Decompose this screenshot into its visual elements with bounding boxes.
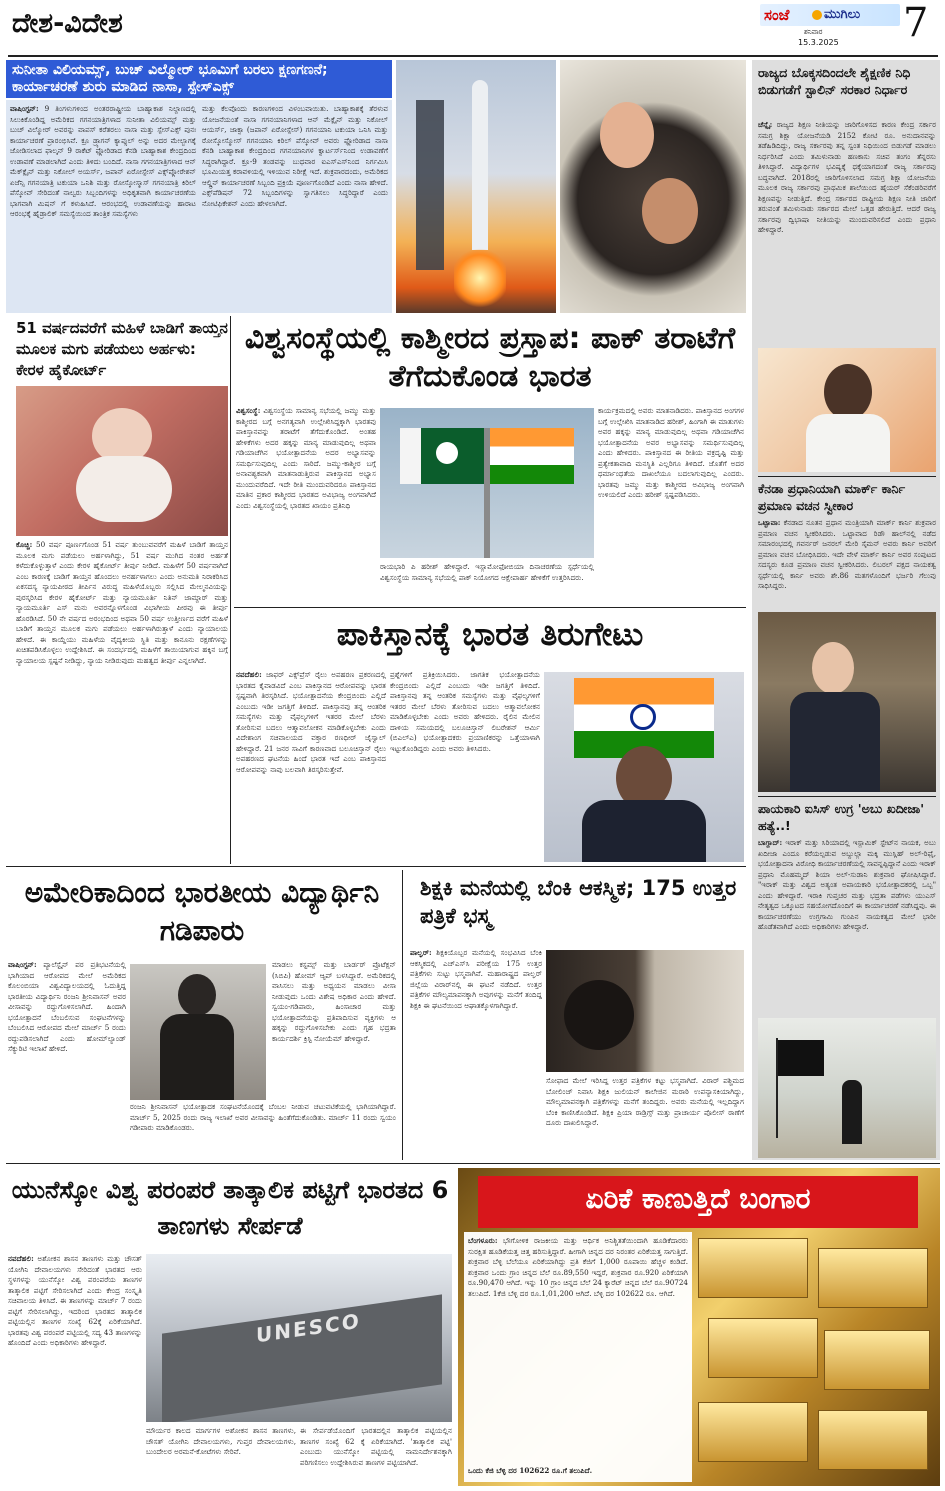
astronaut-face-1: [600, 102, 654, 168]
issue-day: ಶನಿವಾರ: [804, 28, 823, 36]
student-col1: ಪ್ಯಾಲೆಸ್ಟೈನ್ ಪರ ಪ್ರತಿಭಟನೆಯಲ್ಲಿ ಭಾಗಿಯಾದ ಆರೋಪದ ಮೇಲೆ ಅಮೆರಿಕದ ಕೊಲಂಬಿಯಾ ವಿಶ್ವವಿದ್ಯಾಲಯದಲ್ಲಿ ಓದುತ್ತಿದ್ದ ಭಾರತೀಯ ವಿದ್ಯಾರ್ಥಿನಿ ರಂಜನಿ ಶ್ರೀನಿವಾಸನ್ ಅವರ ವೀಸಾವನ್ನು ರದ್ದುಗೊಳಿಸಲಾಗಿದೆ. ಹಿಂದಾಗಿ ಭಯೋತ್ಪಾದನೆ ಬೆಂಬಲಿಸುವ ಸಂಘಟನೆಗಳನ್ನು ಬೆಂಬಲಿಸಿದ ಆರೋಪದ ಮೇಲೆ ಮಾರ್ಚ್ 5 ರಂದು ರದ್ದುಪಡಿಸಲಾಗಿದೆ ಎಂದು ಹೋಮ್‌ಲ್ಯಾಂಡ್ ಸೆಕ್ಯುರಿಟಿ ಇಲಾಖೆ ಹೇಳಿದೆ.: [8, 960, 126, 1053]
carney-face: [812, 642, 854, 694]
spokesperson-photo: [544, 672, 744, 862]
sidebar-rule-2: [758, 796, 936, 797]
black-flag: [778, 1040, 824, 1076]
gold-bars-illustration: [698, 1238, 934, 1478]
gold-story: [458, 1168, 940, 1486]
student-head: [178, 974, 216, 1016]
pak-col1: ಜಾಫರ್ ಎಕ್ಸ್‌ಪ್ರೆಸ್ ರೈಲು ಅಪಹರಣ ಪ್ರಕರಣದಲ್ಲಿ ಭಾರತದ ಕೈವಾಡವಿದೆ ಎಂಬ ಪಾಕಿಸ್ತಾನದ ಆರೋಪವನ್ನು ಭಾರತ ಸ್ಪಷ್ಟವಾಗಿ ತಿರಸ್ಕರಿಸಿದೆ. ಭಯೋತ್ಪಾದನೆಯ ಕೇಂದ್ರಬಿಂದು ಎಲ್ಲಿದೆ ಎಂಬುದು ಇಡೀ ಜಗತ್ತಿಗೆ ತಿಳಿದಿದೆ. ಪಾಕಿಸ್ತಾನವು ತನ್ನ ಆಂತರಿಕ ಸಮಸ್ಯೆಗಳು ಮತ್ತು ವೈಫಲ್ಯಗಳಿಗೆ ಇತರರ ಮೇಲೆ ಬೆರಳು ತೋರಿಸುವ ಬದಲು ಆತ್ಮಾವಲೋಕನ ಮಾಡಿಕೊಳ್ಳಬೇಕು ಎಂದು ವಿದೇಶಾಂಗ ಸಚಿವಾಲಯದ ವಕ್ತಾರ ರಣಧೀರ್ ಜೈಸ್ವಾಲ್ ಹೇಳಿದ್ದಾರೆ. 21 ಜನರ ಸಾವಿಗೆ ಕಾರಣವಾದ ಬಲೂಚಿಸ್ತಾನ್ ರೈಲು ಅಪಹರಣದ ಘಟನೆಯ ಹಿಂದೆ ಭಾರತ ಇದೆ ಎಂಬ ಪಾಕಿಸ್ತಾನದ ಆರೋಪವನ್ನು ನಾವು ಬಲವಾಗಿ ತಿರಸ್ಕರಿಸುತ್ತೇವೆ.: [236, 670, 386, 774]
tn-headline: ರಾಜ್ಯದ ಬೊಕ್ಕಸದಿಂದಲೇ ಶೈಕ್ಷಣಿಕ ನಿಧಿ ಬಿಡುಗಡೆಗೆ ಸ್ಟಾಲಿನ್ ಸರಕಾರ ನಿರ್ಧಾರ: [758, 65, 911, 97]
un-col3: ಕಾರ್ಯಕ್ರಮದಲ್ಲಿ ಅವರು ಮಾತನಾಡಿದರು. ಪಾಕಿಸ್ತಾನದ ಅಂಗಗಳ ಬಗ್ಗೆ ಉಲ್ಲೇಖಿಸಿ ಮಾತನಾಡಿದ ಹರೀಶ್, ಹಿಂಗಾಗಿ ಈ ಮಾತುಗಳು ಅವರ ಹಕ್ಕನ್ನು ಮಾನ್ಯ ಮಾಡುವುದಿಲ್ಲ ಅಥವಾ ಗಡಿಯಾಚೆಗಿನ ಭಯೋತ್ಪಾದನೆಯ ಅವರ ಅಭ್ಯಾಸವನ್ನು ಸಮರ್ಥಿಸುವುದಿಲ್ಲ ಎಂದು ಹೇಳಿದರು. ಪಾಕಿಸ್ತಾನದ ಈ ರೀತಿಯ ವಕ್ರದೃಷ್ಟಿ ಮತ್ತು ಪ್ರತ್ಯೇಕತಾವಾದಿ ಮನಸ್ಥಿತಿ ಎಲ್ಲರಿಗೂ ತಿಳಿದಿದೆ. ಜೊತೆಗೆ ಅದರ ಧರ್ಮಾಂಧತೆಯ ದಾಖಲೆಯೂ ಬದಲಾಗುವುದಿಲ್ಲ ಎಂದರು. ಭಾರತವು ಜಮ್ಮು ಮತ್ತು ಕಾಶ್ಮೀರದ ಅವಿಭಾಜ್ಯ ಅಂಗವಾಗಿ ಉಳಿಯಲಿದೆ ಎಂದು ಹರೀಶ್ ಸ್ಪಷ್ಟಪಡಿಸಿದರು.: [598, 406, 744, 499]
un-story: [234, 316, 746, 606]
rocket-flame: [454, 245, 506, 311]
tn-text: ರಾಜ್ಯದ ಶಿಕ್ಷಣ ನೀತಿಯನ್ನು ಜಾರಿಗೊಳಿಸದ ಕಾರಣ ಕೇಂದ್ರ ಸರ್ಕಾರ ಸಮಗ್ರ ಶಿಕ್ಷಾ ಯೋಜನೆಯಡಿ 2152 ಕೋಟಿ ರೂ. ಅನುದಾನವನ್ನು ತಡೆಹಿಡಿದಿದ್ದು, ರಾಜ್ಯ ಸರ್ಕಾರವು ತನ್ನ ಸ್ವಂತ ನಿಧಿಯಿಂದ ಬಿಡುಗಡೆ ಮಾಡಲು ನಿರ್ಧರಿಸಿದೆ ಎಂದು ತಮಿಳುನಾಡು ಹಣಕಾಸು ಸಚಿವ ತಂಗಂ ತೆನ್ನರಸು ತಿಳಿಸಿದ್ದಾರೆ. ವಿದ್ಯಾರ್ಥಿಗಳ ಭವಿಷ್ಯಕ್ಕೆ ಧಕ್ಕೆಯಾಗದಂತೆ ರಾಜ್ಯ ಸರ್ಕಾರವು ಬದ್ಧವಾಗಿದೆ. 2018ರಲ್ಲಿ ಜಾರಿಗೊಳಿಸಲಾದ ಸಮಗ್ರ ಶಿಕ್ಷಾ ಯೋಜನೆಯ ಮೂಲಕ ರಾಜ್ಯ ಸರ್ಕಾರವು ಪ್ರಾಥಮಿಕ ಶಾಲೆಯಿಂದ ಹೈಯರ್ ಸೆಕೆಂಡರಿವರೆಗೆ ಶಿಕ್ಷಣವನ್ನು ನೀಡುತ್ತಿದೆ. ಕೇಂದ್ರ ಸರ್ಕಾರದ ರಾಷ್ಟ್ರೀಯ ಶಿಕ್ಷಣ ನೀತಿ ಜಾರಿಗೆ ತರುವಂತೆ ತಮಿಳುನಾಡು ಸರ್ಕಾರದ ಮೇಲೆ ಒತ್ತಡ ಹೇರುತ್ತಿದೆ. ಆದರೆ ರಾಜ್ಯ ಸರ್ಕಾರವು ದ್ವಿಭಾಷಾ ನೀತಿಯನ್ನು ಮುಂದುವರಿಸಲಿದೆ ಎಂದು ಪ್ರಧಾನಿ ಹೇಳಿದ್ದಾರೆ.: [758, 120, 936, 234]
rocket-body: [472, 80, 488, 250]
canada-text: ಕೆನಡಾದ ನೂತನ ಪ್ರಧಾನ ಮಂತ್ರಿಯಾಗಿ ಮಾರ್ಕ್ ಕಾರ್ನಿ ಶುಕ್ರವಾರ ಪ್ರಮಾಣ ವಚನ ಸ್ವೀಕರಿಸಿದರು. ಒಟ್ಟಾವಾದ ರಿಡೌ ಹಾಲ್‌ನಲ್ಲಿ ನಡೆದ ಸಮಾರಂಭದಲ್ಲಿ ಗವರ್ನರ್ ಜನರಲ್ ಮೇರಿ ಸೈಮನ್ ಅವರು ಕಾರ್ನಿ ಅವರಿಗೆ ಪ್ರಮಾಣ ವಚನ ಬೋಧಿಸಿದರು. ಇದೇ ವೇಳೆ ಮಾರ್ಕ್ ಕಾರ್ನಿ ಅವರ ಸಂಪುಟದ ಸದಸ್ಯರು ಕೂಡ ಪ್ರಮಾಣ ವಚನ ಸ್ವೀಕರಿಸಿದರು. ಲಿಬರಲ್ ಪಕ್ಷದ ನಾಯಕತ್ವ ಸ್ಪರ್ಧೆಯಲ್ಲಿ ಕಾರ್ನಿ ಅವರು ಶೇ.86 ಮತಗಳೊಂದಿಗೆ ಭರ್ಜರಿ ಗೆಲುವು ಸಾಧಿಸಿದ್ದರು.: [758, 518, 936, 590]
surrogacy-text: 50 ವರ್ಷ ಪೂರ್ಣಗೊಂಡ 51 ವರ್ಷ ತುಂಬುವವರೆಗೆ ಮಹಿಳೆ ಬಾಡಿಗೆ ತಾಯ್ತನ ಮೂಲಕ ಮಗು ಪಡೆಯಲು ಅರ್ಹಳಾಗಿದ್ದು, 51 ವರ್ಷ ಮುಗಿದ ನಂತರ ಅರ್ಹತೆ ಕಳೆದುಕೊಳ್ಳುತ್ತಾಳೆ ಎಂದು ಕೇರಳ ಹೈಕೋರ್ಟ್ ತೀರ್ಪು ನೀಡಿದೆ. ಮಹಿಳೆಗೆ 50 ವರ್ಷವಾಗಿದೆ ಎಂಬ ಕಾರಣಕ್ಕೆ ಬಾಡಿಗೆ ತಾಯ್ತನ ಹೊಂದಲು ಅನರ್ಹಳಾಗಲು ಎಂದು ಅನುಮತಿ ನಿರಾಕರಿಸಿದ ಏಕಸದಸ್ಯ ನ್ಯಾಯಪೀಠದ ತೀರ್ಪಿನ ವಿರುದ್ಧ ಮಹಿಳೆಯೊಬ್ಬರು ಸಲ್ಲಿಸಿದ ಮೇಲ್ಮನವಿಯನ್ನು ಪುರಸ್ಕರಿಸಿದ ಕೇರಳ ಹೈಕೋರ್ಟ್ ಮತ್ತು ನ್ಯಾಯಮೂರ್ತಿ ನಿತಿನ್ ಜಾಮ್ದಾರ್ ಮತ್ತು ನ್ಯಾಯಮೂರ್ತಿ ಎಸ್ ಮನು ಅವರನ್ನೊಳಗೊಂಡ ವಿಭಾಗೀಯ ಪೀಠವು ಈ ತೀರ್ಪು ಹೊರಡಿಸಿದೆ. 50 ನೇ ವರ್ಷದ ಅರಂಭದಿಂದ ಅಥವಾ 50 ವರ್ಷ ಉತ್ತೀರ್ಣದ ವರೆಗೆ ಮಹಿಳೆ ಬಾಡಿಗೆ ತಾಯ್ತನ ಮೂಲಕ ಮಗು ಪಡೆಯಲು ಅರ್ಹಳಾಗಿರುತ್ತಾಳೆ ಎಂದು ನ್ಯಾಯಾಲಯ ಹೇಳಿದೆ. ಈ ಕಾಯ್ದೆಯು ಮಹಿಳೆಯ ವೈದ್ಯಕೀಯ ಸ್ಥಿತಿ ಮತ್ತು ಕಾನೂನು ರಕ್ಷಣೆಗಳನ್ನು ಖಚಿತಪಡಿಸಿಕೊಳ್ಳಲು ಉದ್ದೇಶಿಸಿದೆ. ಈ ಸಂದರ್ಭದಲ್ಲಿ ಮಹಿಳೆಗೆ ತಾಯಿಯಾಗುವ ಹಕ್ಕಿನ ಬಗ್ಗೆ ನ್ಯಾಯಾಲಯ ಸ್ಪಷ್ಟನೆ ನೀಡಿದ್ದು, ನ್ಯಾಯ ನೀಡಿರುವುದು ಮಹತ್ವದ ತೀರ್ಪು ಎನ್ನಲಾಗಿದೆ.: [16, 540, 228, 665]
un-rule: [234, 607, 746, 608]
student-tail: ರಂಜನಿ ಶ್ರೀನಿವಾಸನ್ ಭಯೋತ್ಪಾದಕ ಸಂಘಟನೆಯೊಂದಕ್ಕೆ ಬೆಂಬಲ ನೀಡುವ ಚಟುವಟಿಕೆಯಲ್ಲಿ ಭಾಗಿಯಾಗಿದ್ದಾರೆ. ಮಾರ್ಚ್ 5, 2025 ರಂದು ರಾಜ್ಯ ಇಲಾಖೆ ಅವರ ವೀಸಾವನ್ನು ಹಿಂತೆಗೆದುಕೊಂಡಿತು. ಮಾರ್ಚ್ 11 ರಂದು ಸ್ವಯಂ ಗಡೀಪಾರು ಮಾಡಿಕೊಂಡರು.: [130, 1102, 396, 1132]
student-story: [6, 870, 398, 1160]
pak-col2: ಪ್ರಶ್ನೆಗಳಿಗೆ ಪ್ರತಿಕ್ರಿಯಿಸಿದರು. ಜಾಗತಿಕ ಭಯೋತ್ಪಾದನೆಯ ಕೇಂದ್ರಬಿಂದು ಎಲ್ಲಿದೆ ಎಂಬುದು ಇಡೀ ಜಗತ್ತಿಗೆ ತಿಳಿದಿದೆ. ಪಾಕಿಸ್ತಾನವು ತನ್ನ ಆಂತರಿಕ ಸಮಸ್ಯೆಗಳು ಮತ್ತು ವೈಫಲ್ಯಗಳಿಗೆ ಇತರರ ಮೇಲೆ ಬೆರಳು ತೋರಿಸುವ ಬದಲು ಆತ್ಮಾವಲೋಕನ ಮಾಡಿಕೊಳ್ಳಬೇಕು ಎಂದು ಅವರು ಹೇಳಿದರು. ರೈಲಿನ ಮೇಲಿನ ದಾಳಿಯ ಸಮಯದಲ್ಲಿ ಬಲೂಚಿಸ್ತಾನ್ ಲಿಬರೇಶನ್ ಆರ್ಮಿ (ಬಿಎಲ್‌ಎ) ಭಯೋತ್ಪಾದಕರು ಪ್ರಯಾಣಿಕರನ್ನು ಒತ್ತೆಯಾಳಾಗಿ ಇಟ್ಟುಕೊಂಡಿದ್ದರು ಎಂದು ಅವರು ತಿಳಿಸಿದರು.: [390, 670, 540, 753]
unesco-col1: ಅಶೋಕನ ಶಾಸನ ತಾಣಗಳು ಮತ್ತು ಚೌಸತ್ ಯೋಗಿನಿ ದೇವಾಲಯಗಳು ಸೇರಿದಂತೆ ಭಾರತದ ಆರು ಸ್ಥಳಗಳನ್ನು ಯುನೆಸ್ಕೋ ವಿಶ್ವ ಪರಂಪರೆಯ ತಾಣಗಳ ತಾತ್ಕಾಲಿಕ ಪಟ್ಟಿಗೆ ಸೇರಿಸಲಾಗಿದೆ ಎಂದು ಕೇಂದ್ರ ಸಂಸ್ಕೃತಿ ಸಚಿವಾಲಯ ತಿಳಿಸಿದೆ. ಈ ತಾಣಗಳನ್ನು ಮಾರ್ಚ್ 7 ರಂದು ಪಟ್ಟಿಗೆ ಸೇರಿಸಲಾಗಿದ್ದು, ಇದರಿಂದ ಭಾರತದ ತಾತ್ಕಾಲಿಕ ಪಟ್ಟಿಯಲ್ಲಿನ ತಾಣಗಳ ಸಂಖ್ಯೆ 62ಕ್ಕೆ ಏರಿಕೆಯಾಗಿದೆ. ಭಾರತವು ವಿಶ್ವ ಪರಂಪರೆ ಪಟ್ಟಿಯಲ್ಲಿ ಸದ್ಯ 43 ತಾಣಗಳನ್ನು ಹೊಂದಿದೆ ಎಂದು ಅಧಿಕಾರಿಗಳು ಹೇಳಿದ್ದಾರೆ.: [8, 1254, 142, 1347]
gold-headline: ಏರಿಕೆ ಕಾಣುತ್ತಿದೆ ಬಂಗಾರ: [585, 1182, 811, 1215]
baby-body: [76, 456, 172, 522]
nasa-headline-box: [6, 60, 392, 98]
canada-dateline: ಒಟ್ಟಾವಾ:: [758, 518, 781, 527]
un-dateline: ವಿಶ್ವಸಂಸ್ಥೆ:: [236, 406, 261, 415]
section-title: ದೇಶ-ವಿದೇಶ: [12, 8, 123, 39]
col-rule-mid: [402, 870, 403, 1160]
astronauts-photo: [560, 60, 746, 313]
gold-dateline: ಬೆಂಗಳೂರು:: [468, 1236, 498, 1245]
student-body: [160, 1014, 234, 1100]
isis-headline: ಪಾಯಕಾರಿ ಐಸಿಸ್ ಉಗ್ರ 'ಅಬು ಖದೀಜಾ' ಹತ್ಯೆ..!: [758, 801, 925, 833]
baby-photo: [16, 386, 228, 536]
page-header: [0, 0, 945, 58]
rocket-photo: [396, 60, 556, 313]
nasa-col1: 9 ತಿಂಗಳುಗಳಿಂದ ಅಂತರರಾಷ್ಟ್ರೀಯ ಬಾಹ್ಯಾಕಾಶ ನಿಲ್ದಾಣದಲ್ಲಿ ಸಿಲುಕಿಕೊಂಡಿದ್ದ ಅಮೆರಿಕದ ಗಗನಯಾತ್ರಿಗಳಾದ ಸುನೀತಾ ವಿಲಿಯಮ್ಸ್ ಮತ್ತು ಬುಚ್ ವಿಲ್ಮೋರ್ ಅವರನ್ನು ವಾಪಸ್ ಕರೆತರಲು ನಾಸಾ ಮತ್ತು ಸ್ಪೇಸ್‌ಎಕ್ಸ್ ಪುನಃ ಕಾರ್ಯಾಚರಣೆ ಪ್ರಾರಂಭಿಸಿವೆ. ಕ್ರೂ ಡ್ರ್ಯಾಗನ್ ಕ್ಯಾಪ್ಸುಲ್ ಅನ್ನು ಅದರ ಮೇಲ್ಭಾಗಕ್ಕೆ ಜೋಡಿಸಲಾದ ಫಾಲ್ಕನ್ 9 ರಾಕೆಟ್ ಫ್ಲೋರಿಡಾದ ಕೆನಡಿ ಬಾಹ್ಯಾಕಾಶ ಕೇಂದ್ರದಿಂದ ಉಡಾವಣೆ ಮಾಡಲಾಗಿದೆ ಎಂದು ತಿಳಿದು ಬಂದಿದೆ. ನಾಸಾ ಗಗನಯಾತ್ರಿಗಳಾದ ಆನ್ ಮೆಕ್‌ಕ್ಲೈನ್ ಮತ್ತು ನಿಕೋಲ್ ಅಯರ್ಸ್, ಜಪಾನ್ ಏರೋಸ್ಪೇಸ್ ಎಕ್ಸ್‌ಪ್ಲೋರೇಶನ್ ಏಜೆನ್ಸಿ ಗಗನಯಾತ್ರಿ ಟಕುಯಾ ಒನಿಶಿ ಮತ್ತು ರೋಸ್ಕೋಸ್ಮಾಸ್ ಗಗನಯಾತ್ರಿ ಕಿರಿಲ್ ಪೆಸ್ಕೋವ್ ಸೇರಿದಂತೆ ನಾಲ್ವರು ಸಿಬ್ಬಂದಿಗಳನ್ನು ಅಧಿಕೃತವಾಗಿ ಕಾರ್ಯಾಚರಣೆಯ ಭಾಗವಾಗಿ ಮಿಷನ್ ಗೆ ಕಳುಹಿಸಿದೆ. ಆರಂಭದಲ್ಲಿ ಉಡಾವಣೆಯನ್ನು ಹಾರಾಟ ಆರಂಭಕ್ಕೆ ಹೈಡ್ರಾಲಿಕ್ ಸಮಸ್ಯೆಯಿಂದ ತಾಂತ್ರಿಕ ಸಮಸ್ಯೆಗಳು: [10, 104, 196, 218]
isis-dateline: ಬಾಗ್ದಾದ್:: [758, 838, 783, 847]
tn-dateline: ಚೆನ್ನೈ:: [758, 120, 773, 129]
brand-right: ಮುಗಿಲು: [824, 7, 861, 22]
fire-dateline: ಪಾಲ್ಘರ್:: [410, 948, 432, 957]
flag-pole: [776, 1038, 778, 1138]
fire-col1: ಶಿಕ್ಷಕಿಯೊಬ್ಬರ ಮನೆಯಲ್ಲಿ ಸಂಭವಿಸಿದ ಬೆಂಕಿ ಆಕಸ್ಮಿಕದಲ್ಲಿ ಎಚ್‌ಎಸ್‌ಸಿ ಪರೀಕ್ಷೆಯ 175 ಉತ್ತರ ಪತ್ರಿಕೆಗಳು ಸುಟ್ಟು ಭಸ್ಮವಾಗಿವೆ. ಮಹಾರಾಷ್ಟ್ರದ ಪಾಲ್ಘರ್ ಜಿಲ್ಲೆಯ ವಿರಾರ್‌ನಲ್ಲಿ ಈ ಘಟನೆ ನಡೆದಿದೆ. ಉತ್ತರ ಪತ್ರಿಕೆಗಳ ಮೌಲ್ಯಮಾಪನಕ್ಕಾಗಿ ಅವುಗಳನ್ನು ಮನೆಗೆ ತಂದಿದ್ದ ಶಿಕ್ಷಕಿ ಈ ಘಟನೆಯಿಂದ ಆಘಾತಕ್ಕೊಳಗಾಗಿದ್ದಾರೆ.: [410, 948, 542, 1010]
student-headline: ಅಮೇರಿಕಾದಿಂದ ಭಾರತೀಯ ವಿದ್ಯಾರ್ಥಿನಿ ಗಡಿಪಾರು: [24, 876, 380, 947]
nasa-col2: ಮತ್ತು ಕೆಲವೊಂದು ಕಾರಣಗಳಿಂದ ವಿಳಂಬವಾಯಿತು. ಬಾಹ್ಯಾಕಾಶಕ್ಕೆ ತೆರಳುವ ಯೋಜನೆಯಂತೆ ನಾಸಾ ಗಗನಯಾನಿಗಳಾದ ಆನ್ ಮೆಕ್ಲೈನ್ ಮತ್ತು ನಿಕೋಲ್ ಆಯರ್ಸ್, ಜಾಕ್ಸಾ (ಜಪಾನ್ ಏರೋಸ್ಪೇಸ್) ಗಗನಯಾನಿ ಟಕುಯಾ ಒನಿಸಿ ಮತ್ತು ರೋಸ್ಕೋಸ್ಮೋಸ್ ಗಗನಯಾನಿ ಕಿರಿಲ್ ಪೆಸ್ಕೋವ್ ಅವರು ಫ್ಲೋರಿಡಾದ ನಾಸಾ ಕೆನಡಿ ಬಾಹ್ಯಾಕಾಶ ಕೇಂದ್ರದಿಂದ ಗಗನಯಾನಿಗಳ ಕ್ವಾರ್ಟರ್ಸ್‌ನಿಂದ ಉಡಾವಣೆಗೆ ಸಿದ್ಧರಾಗಿದ್ದಾರೆ. ಕ್ರೂ-9 ತಂಡವನ್ನು ಬುಧವಾರ ಐಎಸ್‌ಎಸ್‌ನಿಂದ ನಿರ್ಗಮಿಸಿ ಭೂಮಿಯತ್ತ ಕರಾವಳಿಯಲ್ಲಿ ಇಳಿಯುವ ನಿರೀಕ್ಷೆ ಇದೆ. ಶುಕ್ರವಾರದಂದು, ಅಮೆರಿಕದ ಆಲ್ಡ್ರಿನ್ ಕಾರ್ಯಾಚರಣೆ ಸಿಬ್ಬಂದಿ ಪ್ರಕ್ರಿಯೆ ಪೂರ್ಣಗೊಂಡಿದೆ ಎಂದು ನಾಸಾ ಹೇಳಿದೆ. ಎಕ್ಸ್‌ಪೆಡಿಷನ್ 72 ಸಿಬ್ಬಂದಿಗಳನ್ನು ಸ್ವಾಗತಿಸಲು ಸಿದ್ಧರಿದ್ದಾರೆ ಎಂದು ನೋಟಿಫಿಕೇಶನ್ ಎಂದು ಹೇಳಲಾಗಿದೆ.: [202, 104, 388, 208]
sun-icon: [812, 10, 822, 20]
fire-headline: ಶಿಕ್ಷಕಿ ಮನೆಯಲ್ಲಿ ಬೆಂಕಿ ಆಕಸ್ಮಿಕ; 175 ಉತ್ತರ ಪತ್ರಿಕೆ ಭಸ್ಮ: [420, 876, 737, 928]
ashoka-chakra-icon: [630, 704, 656, 730]
flags-photo: [380, 408, 594, 558]
flag-poles: [484, 428, 490, 558]
carney-photo: [758, 612, 936, 792]
carney-suit: [790, 692, 880, 792]
un-col1: ವಿಶ್ವಸಂಸ್ಥೆಯ ಸಾಮಾನ್ಯ ಸಭೆಯಲ್ಲಿ ಜಮ್ಮು ಮತ್ತು ಕಾಶ್ಮೀರದ ಬಗ್ಗೆ ಅನಗತ್ಯವಾಗಿ ಉಲ್ಲೇಖಿಸಿದ್ದಕ್ಕಾಗಿ ಭಾರತವು ಪಾಕಿಸ್ತಾನವನ್ನು ತರಾಟೆಗೆ ತೆಗೆದುಕೊಂಡಿದೆ. ಅಂತಹ ಹೇಳಿಕೆಗಳು ಅದರ ಹಕ್ಕನ್ನು ಮಾನ್ಯ ಮಾಡುವುದಿಲ್ಲ ಅಥವಾ ಗಡಿಯಾಚೆಗಿನ ಭಯೋತ್ಪಾದನೆಯ ಅದರ ಅಭ್ಯಾಸವನ್ನು ಸಮರ್ಥಿಸುವುದಿಲ್ಲ ಎಂದು ಸಾರಿದೆ. ಜಮ್ಮು-ಕಾಶ್ಮೀರ ಬಗ್ಗೆ ಅನಾವಶ್ಯಕವಾಗಿ ಮಾತನಾಡುತ್ತಿರುವ ಪಾಕಿಸ್ತಾನದ ಅಭ್ಯಾಸ ಮುಂದುವರೆದಿದೆ. ಇದೇ ರೀತಿ ಮುಂದುವರಿದರೂ ಪಾಕಿಸ್ತಾನದ ಮಾತಿನ ಪ್ರಕಾರ ಕಾಶ್ಮೀರದ ಭಾರತದ ಅವಿಭಾಜ್ಯ ಅಂಗವಾಗಿದೆ ಎಂದು ವಿಶ್ವಸಂಸ್ಥೆಯಲ್ಲಿ ಭಾರತದ ಖಾಯಂ ಪ್ರತಿನಿಧಿ: [236, 406, 376, 510]
astronaut-face-2: [642, 178, 698, 244]
unesco-col3: ಈ ಸೇರ್ಪಡೆಯೊಂದಿಗೆ ಭಾರತದಲ್ಲಿನ ತಾತ್ಕಾಲಿಕ ಪಟ್ಟಿಯಲ್ಲಿನ ತಾಣಗಳ ಸಂಖ್ಯೆ 62 ಕ್ಕೆ ಏರಿಕೆಯಾಗಿದೆ. 'ತಾತ್ಕಾಲಿಕ ಪಟ್ಟಿ' ಎಂಬುದು ಯುನೆಸ್ಕೋ ಪಟ್ಟಿಯಲ್ಲಿ ನಾಮನಿರ್ದೇಶನಕ್ಕಾಗಿ ಪರಿಗಣಿಸಲು ಉದ್ದೇಶಿಸಿರುವ ತಾಣಗಳ ಪಟ್ಟಿಯಾಗಿದೆ.: [300, 1426, 452, 1467]
canada-headline: ಕೆನಡಾ ಪ್ರಧಾನಿಯಾಗಿ ಮಾರ್ಕ್ ಕಾರ್ನಿ ಪ್ರಮಾಣ ವಚನ ಸ್ವೀಕಾರ: [758, 481, 906, 513]
fire-col2: ಸೋಫಾದ ಮೇಲೆ ಇರಿಸಿದ್ದ ಉತ್ತರ ಪತ್ರಿಕೆಗಳ ಕಟ್ಟು ಭಸ್ಮವಾಗಿದೆ. ವಿರಾರ್ ಪಶ್ಚಿಮದ ಬೋಲಿಂಜ್ ನಿವಾಸಿ ಶಿಕ್ಷಕಿ ಜುಲಿಯನ್ ಕಾಲೇಜಿನ ಮರಾಠಿ ಉಪನ್ಯಾಸಕಿಯಾಗಿದ್ದು, ಮೌಲ್ಯಮಾಪನಕ್ಕಾಗಿ ಪತ್ರಿಕೆಗಳನ್ನು ಮನೆಗೆ ತಂದಿದ್ದರು. ಅವರು ಮನೆಯಲ್ಲಿ ಇಲ್ಲದಿದ್ದಾಗ ಬೆಂಕಿ ಕಾಣಿಸಿಕೊಂಡಿದೆ. ಶಿಕ್ಷಕಿ ಪ್ರಿಯಾ ರಾಡ್ರಿಗ್ಸ್ ಮತ್ತು ಪ್ರಾಚಾರ್ಯ ಪೊಲೀಸ್ ಠಾಣೆಗೆ ದೂರು ದಾಖಲಿಸಿದ್ದಾರೆ.: [546, 1076, 744, 1127]
pak-headline: ಪಾಕಿಸ್ತಾನಕ್ಕೆ ಭಾರತ ತಿರುಗೇಟು: [336, 615, 644, 653]
unesco-sign: UNESCO: [256, 1308, 361, 1348]
nasa-headline: ಸುನೀತಾ ವಿಲಿಯಮ್ಸ್, ಬುಚ್ ವಿಲ್ಮೋರ್ ಭೂಮಿಗೆ ಬರಲು ಕ್ಷಣಗಣನೆ; ಕಾರ್ಯಾಚರಣೆ ಶುರು ಮಾಡಿದ ನಾಸಾ, ಸ್ಪೇಸ್‌ಎಕ್ಸ್: [12, 62, 328, 95]
pak-dateline: ನವದೆಹಲಿ:: [236, 670, 262, 679]
nasa-story: [6, 60, 746, 313]
brand-left: ಸಂಜೆ: [764, 6, 790, 24]
fighter-figure: [842, 1080, 862, 1144]
nasa-body: [6, 100, 392, 313]
speaker-body: [806, 414, 890, 472]
unesco-story: [6, 1168, 454, 1486]
student-dateline: ವಾಷಿಂಗ್ಟನ್:: [8, 960, 37, 969]
pak-story: [234, 610, 746, 865]
un-col2: ರಾಯಭಾರಿ ಪಿ ಹರೀಶ್ ಹೇಳಿದ್ದಾರೆ. ಇಸ್ಲಾಮೋಫೋಬಿಯಾ ದಿನಾಚರಣೆಯ ಸ್ಪರ್ಧೆಯಲ್ಲಿ ವಿಶ್ವಸಂಸ್ಥೆಯ ಸಾಮಾನ್ಯ ಸಭೆಯಲ್ಲಿ ಪಾಕ್ ನಿಯೋಗದ ಆಕ್ಷೇಪಾರ್ಹ ಹೇಳಿಕೆಗೆ ಉತ್ತರಿಸಿದರು.: [380, 562, 594, 582]
student-photo: [130, 964, 266, 1100]
unesco-col2: ಮೌರ್ಯರ ಕಾಲದ ಮಾರ್ಗಗಳ ಅಶೋಕನ ಶಾಸನ ತಾಣಗಳು, ಚೌಸತ್ ಯೋಗಿನಿ ದೇವಾಲಯಗಳು, ಗುಪ್ತರ ದೇವಾಲಯಗಳು, ಬುಂದೇಲರ ಅರಮನೆ-ಕೋಟೆಗಳು ಸೇರಿವೆ.: [146, 1426, 296, 1456]
page-number: 7: [903, 0, 929, 46]
issue-date: 15.3.2025: [798, 38, 839, 47]
crescent-icon: [436, 442, 458, 464]
gold-text-panel: [464, 1232, 692, 1482]
student-col2: ಮಾಡಲು ಕಸ್ಟಮ್ಸ್ ಮತ್ತು ಬಾರ್ಡರ್ ಪ್ರೊಟೆಕ್ಷನ್ (ಸಿಬಿಪಿ) ಹೋಮ್ ಆ್ಯಪ್ ಬಳಸಿದ್ದಾರೆ. ಅಮೆರಿಕದಲ್ಲಿ ವಾಸಿಸಲು ಮತ್ತು ಅಧ್ಯಯನ ಮಾಡಲು ವೀಸಾ ನೀಡುವುದು ಒಂದು ವಿಶೇಷ ಅಧಿಕಾರ ಎಂದು ಹೇಳಿದೆ. ಸ್ವಯಂ-ಗಡಿಪಾರು, ಹಿಂಸಾಚಾರ ಮತ್ತು ಭಯೋತ್ಪಾದನೆಯನ್ನು ಪ್ರತಿಪಾದಿಸುವ ವ್ಯಕ್ತಿಗಳು ಆ ಹಕ್ಕನ್ನು ರದ್ದುಗೊಳಿಸಬೇಕು ಎಂದು ಗೃಹ ಭದ್ರತಾ ಕಾರ್ಯದರ್ಶಿ ಕ್ರಿಸ್ಟಿ ನೋಯೆಮ್ ಹೇಳಿದ್ದಾರೆ.: [272, 960, 396, 1043]
nasa-dateline: ವಾಷಿಂಗ್ಟನ್:: [10, 104, 39, 113]
header-rule: [8, 55, 938, 57]
row-rule-2: [6, 1163, 940, 1164]
india-flag: [490, 428, 574, 484]
surrogacy-story: [6, 316, 228, 864]
burnt-pile: [564, 980, 634, 1050]
un-headline: ವಿಶ್ವಸಂಸ್ಥೆಯಲ್ಲಿ ಕಾಶ್ಮೀರದ ಪ್ರಸ್ತಾಪ: ಪಾಕ್ ತರಾಟೆಗೆ ತೆಗೆದುಕೊಂಡ ಭಾರತ: [244, 321, 736, 394]
gold-footer: ಒಂದು ಕೆಜಿ ಬೆಳ್ಳಿ ದರ 102622 ರೂ.ಗೆ ತಲುಪಿದೆ.: [468, 1466, 593, 1475]
unesco-headline: ಯುನೆಸ್ಕೋ ವಿಶ್ವ ಪರಂಪರೆ ತಾತ್ಕಾಲಿಕ ಪಟ್ಟಿಗೆ ಭಾರತದ 6 ತಾಣಗಳು ಸೇರ್ಪಡೆ: [11, 1176, 449, 1240]
gold-headline-box: [478, 1176, 918, 1228]
brand-logo: [760, 4, 900, 54]
burnt-papers-photo: [546, 950, 744, 1072]
sidebar-rule-1: [758, 476, 936, 477]
row-rule-1: [6, 866, 746, 867]
speaker-figure: [824, 364, 872, 420]
surrogacy-dateline: ಕೊಚ್ಚಿ:: [16, 540, 33, 549]
unesco-photo: [146, 1254, 452, 1422]
isis-photo: [758, 1018, 936, 1158]
isis-text: ಇರಾಕ್ ಮತ್ತು ಸಿರಿಯಾದಲ್ಲಿ ಇಸ್ಲಾಮಿಕ್ ಸ್ಟೇಟ್‌ನ ನಾಯಕ, ಅಬು ಖದೀಜಾ ಎಂದೂ ಕರೆಯಲ್ಪಡುವ ಅಬ್ದುಲ್ಲಾ ಮಕ್ಕಿ ಮುಸ್ಲಿಹ್ ಅಲ್-ರಿಫೈ, ಭಯೋತ್ಪಾದನಾ ವಿರೋಧಿ ಕಾರ್ಯಾಚರಣೆಯಲ್ಲಿ ಸಾವನ್ನಪ್ಪಿದ್ದಾನೆ ಎಂದು ಇರಾಕ್ ಪ್ರಧಾನಿ ಮೊಹಮ್ಮದ್ ಶಿಯಾ ಅಲ್-ಸುಡಾನಿ ಶುಕ್ರವಾರ ಘೋಷಿಸಿದ್ದಾರೆ. "ಇರಾಕ್ ಮತ್ತು ವಿಶ್ವದ ಅತ್ಯಂತ ಅಪಾಯಕಾರಿ ಭಯೋತ್ಪಾದಕರಲ್ಲಿ ಒಬ್ಬ" ಎಂದು ಹೇಳಿದ್ದಾರೆ. ಇರಾಕಿ ಗುಪ್ತಚರ ಮತ್ತು ಭದ್ರತಾ ಪಡೆಗಳು ಯುಎಸ್ ನೇತೃತ್ವದ ಒಕ್ಕೂಟದ ಸಹಯೋಗದೊಂದಿಗೆ ಈ ಕಾರ್ಯಾಚರಣೆ ನಡೆಸಿದ್ದವು. ಈ ಕಾರ್ಯಾಚರಣೆಯು ಉಗ್ರಗಾಮಿ ಗುಂಪಿನ ನಾಯಕತ್ವದ ಮೇಲೆ ಭಾರೀ ಹೊಡೆತವಾಗಿದೆ ಎಂದು ಅಧಿಕಾರಿಗಳು ಹೇಳಿದ್ದಾರೆ.: [758, 838, 936, 931]
launch-tower: [416, 100, 444, 270]
right-sidebar: [752, 60, 940, 1160]
unesco-dateline: ನವದೆಹಲಿ:: [8, 1254, 34, 1263]
col-rule-left: [230, 316, 231, 864]
stalin-photo: [758, 348, 936, 472]
gold-text: ಭೌಗೋಳಿಕ ರಾಜಕೀಯ ಮತ್ತು ಆರ್ಥಿಕ ಅನಿಶ್ಚಿತತೆಯಿಂದಾಗಿ ಹೂಡಿಕೆದಾರರು ಸುರಕ್ಷಿತ ಹೂಡಿಕೆಯತ್ತ ಚಿತ್ತ ಹರಿಸುತ್ತಿದ್ದಾರೆ. ಹೀಗಾಗಿ ಚಿನ್ನದ ದರ ನಿರಂತರ ಏರಿಕೆಯತ್ತ ಸಾಗುತ್ತಿದೆ. ಶುಕ್ರವಾರ ಬೆಳ್ಳಿ ಬೆಲೆಯೂ ಏರಿಕೆಯಾಗಿದ್ದು ಪ್ರತಿ ಕೆಜಿಗೆ 1,000 ರೂಪಾಯಿ ಹೆಚ್ಚಳ ಕಂಡಿದೆ. ಶುಕ್ರವಾರ ಒಂದು ಗ್ರಾಂ ಚಿನ್ನದ ಬೆಲೆ ರೂ.89,550 ಇದ್ದರೆ, ಶುಕ್ರವಾರ ರೂ.920 ಏರಿಕೆಯಾಗಿ ರೂ.90,470 ಆಗಿದೆ. ಇನ್ನು 10 ಗ್ರಾಂ ಚಿನ್ನದ ಬೆಲೆ 24 ಕ್ಯಾರೆಟ್ ಚಿನ್ನದ ಬೆಲೆ ರೂ.90724 ತಲುಪಿದೆ. 1ಕೆಜಿ ಬೆಳ್ಳಿ ದರ ರೂ.1,01,200 ಆಗಿದೆ. ಬೆಳ್ಳಿ ದರ 102622 ರೂ. ಆಗಿದೆ.: [468, 1236, 688, 1298]
surrogacy-headline: 51 ವರ್ಷದವರೆಗೆ ಮಹಿಳೆ ಬಾಡಿಗೆ ತಾಯ್ತನ ಮೂಲಕ ಮಗು ಪಡೆಯಲು ಅರ್ಹಳು: ಕೇರಳ ಹೈಕೋರ್ಟ್: [16, 319, 228, 379]
unesco-building: [162, 1294, 442, 1422]
fire-story: [406, 870, 746, 1160]
spokesperson-suit: [582, 800, 706, 862]
